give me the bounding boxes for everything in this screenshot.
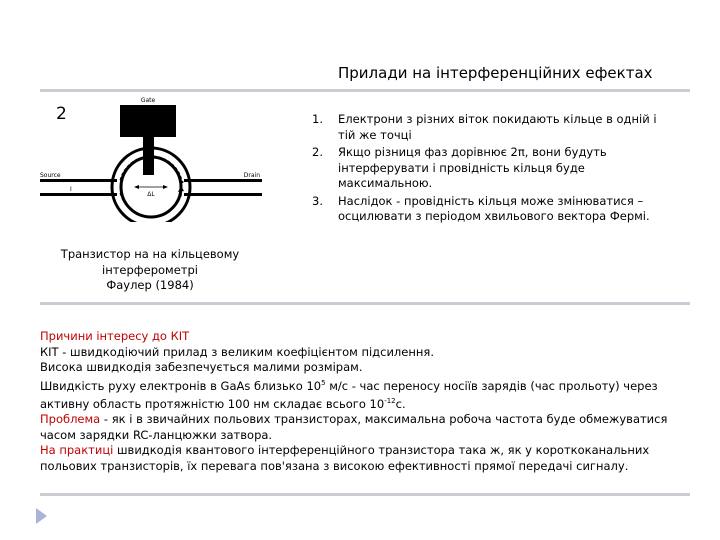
lower-arrowhead: [178, 186, 184, 192]
delta-l-arrowhead-left: [134, 185, 139, 189]
list-text: Наслідок - провідність кільця може змінюватися – осцилювати з періодом хвильового вектора Фермі.: [338, 193, 650, 223]
drain-label: Drain: [243, 172, 260, 179]
body-text: [40, 329, 690, 474]
list-text: Електрони з різних віток покидають кільце в одній і тій же точці: [338, 112, 657, 142]
ring-interferometer-diagram: [34, 92, 264, 222]
list-item: [312, 194, 672, 225]
divider-middle: [40, 302, 690, 305]
list-item: [312, 145, 672, 192]
speed-text: Швидкість руху електронів в GaAs близько 10: [40, 378, 322, 393]
delta-l-arrowhead-right: [163, 185, 168, 189]
source-lead-bottom: [40, 193, 117, 196]
exponent: 5: [321, 378, 326, 387]
speed-text-continued: м/с - час переносу носіїв зарядів (час прольоту) через активну область протяжністю 100 нм складає всього 10: [40, 378, 658, 411]
body-heading: Причини інтересу до КІТ: [40, 329, 190, 343]
caption-line: інтерферометрі: [102, 262, 198, 277]
gate-electrode: [120, 105, 176, 137]
list-number: 1.: [312, 112, 323, 126]
current-label: I: [70, 186, 72, 193]
caption-line: Фаулер (1984): [106, 278, 194, 292]
list-text: Якщо різниця фаз дорівнює 2π, вони будуть інтерферувати і провідність кільця буде максимальною.: [338, 145, 607, 190]
caption-line: Транзистор на на кільцевому: [60, 247, 240, 261]
source-lead-top: [40, 179, 117, 182]
delta-l-label: ΔL: [147, 191, 155, 198]
source-label: Source: [40, 172, 61, 179]
drain-lead-top: [184, 179, 262, 182]
slide-title: Прилади на інтерференційних ефектах: [338, 64, 653, 82]
practice-text: швидкодія квантового інтерференційного транзистора така ж, як у короткоканальних польових транзисторів, їх перевага пов'язана з високою ефективності прямої передачі сигналу.: [40, 443, 650, 473]
diagram-caption: [40, 247, 260, 294]
slide-number: 2: [56, 104, 67, 124]
body-paragraph: [40, 376, 690, 413]
list-number: 3.: [312, 193, 323, 208]
next-slide-arrow-icon[interactable]: [36, 508, 47, 524]
divider-bottom: [40, 493, 690, 496]
body-paragraph: [40, 443, 690, 474]
body-paragraph: Висока швидкодія забезпечується малими розмірам.: [40, 360, 363, 374]
list-item: [312, 112, 672, 143]
gate-label: Gate: [140, 97, 156, 104]
body-paragraph: КІТ - швидкодіючий прилад з великим коефіцієнтом підсилення.: [40, 344, 434, 359]
problem-label: Проблема: [40, 412, 101, 427]
practice-label: На практиці: [40, 443, 114, 458]
drain-lead-bottom: [184, 193, 262, 196]
speed-text-end: с.: [395, 396, 406, 411]
exponent: -12: [384, 396, 396, 405]
body-paragraph: [40, 412, 690, 443]
problem-text: - як і в звичайних польових транзисторах, максимальна робоча частота буде обмежуватися часом зарядки RC-ланцюжки затвора.: [40, 412, 668, 442]
list-number: 2.: [312, 145, 323, 159]
numbered-list: [312, 112, 672, 227]
